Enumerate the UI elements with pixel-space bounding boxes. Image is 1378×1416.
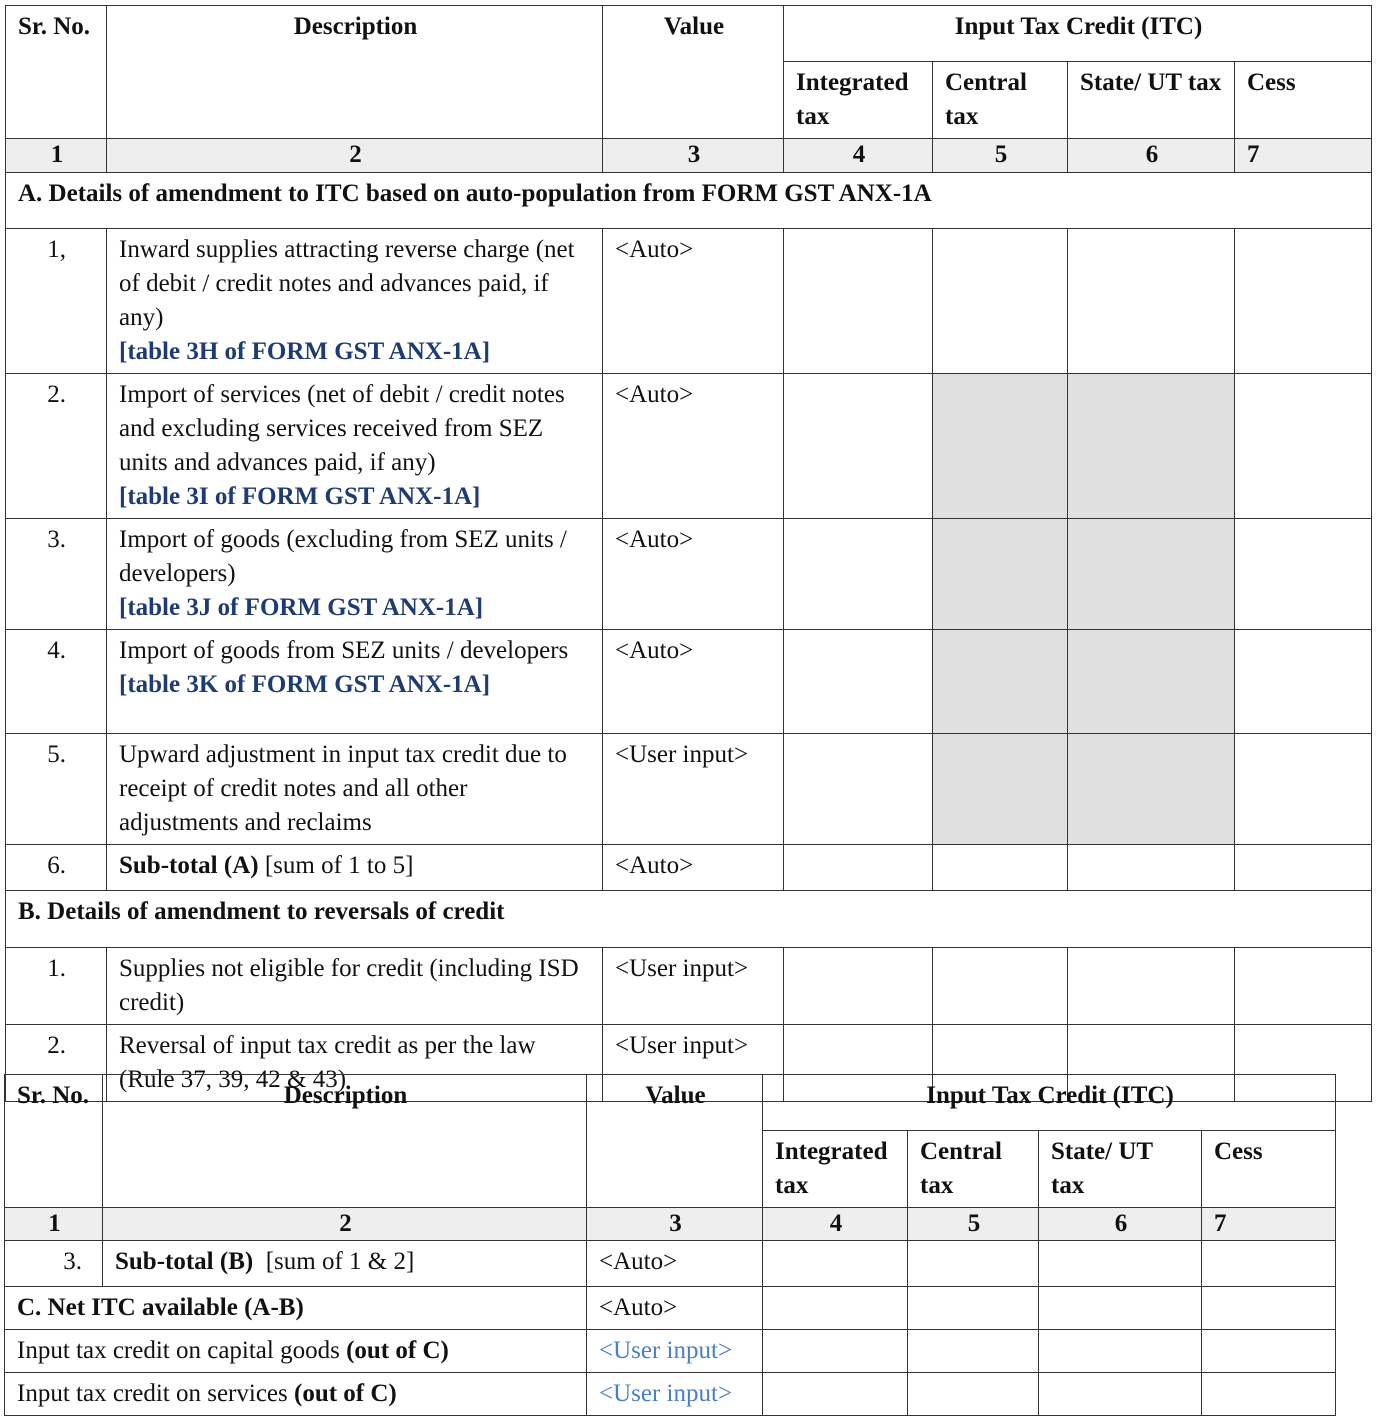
cess-cell <box>1235 845 1372 891</box>
header-cess: Cess <box>1202 1131 1336 1208</box>
row-description: Inward supplies attracting reverse charge (net of debit / credit notes and advances paid, if any) [table 3H of FORM GST ANX-1A] <box>107 229 603 374</box>
table-row <box>6 519 1372 630</box>
central-cell-disabled <box>933 734 1068 845</box>
row-sr: 5. <box>6 734 107 845</box>
header-sr-no: Sr. No. <box>5 1075 103 1208</box>
state-cell-disabled <box>1068 374 1235 519</box>
row-sr: 2. <box>6 1025 107 1102</box>
integrated-cell <box>784 734 933 845</box>
integrated-cell <box>763 1241 908 1287</box>
central-cell <box>933 229 1068 374</box>
integrated-cell <box>784 630 933 734</box>
state-cell-disabled <box>1068 519 1235 630</box>
central-cell <box>933 845 1068 891</box>
central-cell <box>908 1287 1039 1330</box>
header-value: Value <box>587 1075 763 1208</box>
row-sr: 3. <box>5 1241 103 1287</box>
cess-cell <box>1235 734 1372 845</box>
state-cell <box>1039 1241 1202 1287</box>
capital-goods-row <box>5 1330 1336 1373</box>
state-cell <box>1039 1330 1202 1373</box>
col-number: 1 <box>6 139 107 173</box>
header-state-ut-tax: State/ UT tax <box>1039 1131 1202 1208</box>
row-sr: 1. <box>6 948 107 1025</box>
central-cell <box>908 1330 1039 1373</box>
col-number: 4 <box>784 139 933 173</box>
table-row <box>6 374 1372 519</box>
table-reference: [table 3J of FORM GST ANX-1A] <box>119 594 484 621</box>
services-row <box>5 1373 1336 1416</box>
col-number: 6 <box>1039 1208 1202 1241</box>
header-description: Description <box>103 1075 587 1208</box>
table-row <box>6 229 1372 374</box>
row-sr: 6. <box>6 845 107 891</box>
col-number: 7 <box>1202 1208 1336 1241</box>
row-description: Sub-total (A) [sum of 1 to 5] <box>107 845 603 891</box>
col-number: 1 <box>5 1208 103 1241</box>
services-value: <User input> <box>587 1373 763 1416</box>
table-row <box>6 630 1372 734</box>
cess-cell <box>1235 630 1372 734</box>
net-itc-row <box>5 1287 1336 1330</box>
row-value: <User input> <box>603 948 784 1025</box>
row-sr: 2. <box>6 374 107 519</box>
row-description: Import of goods from SEZ units / developers [table 3K of FORM GST ANX-1A] <box>107 630 603 734</box>
cess-cell <box>1202 1330 1336 1373</box>
col-number: 3 <box>603 139 784 173</box>
subtotal-b-row <box>5 1241 1336 1287</box>
row-value: <Auto> <box>603 374 784 519</box>
section-a-title: A. Details of amendment to ITC based on auto-population from FORM GST ANX-1A <box>6 173 1372 229</box>
row-value: <Auto> <box>603 229 784 374</box>
integrated-cell <box>763 1287 908 1330</box>
table-reference: [table 3H of FORM GST ANX-1A] <box>119 338 491 365</box>
capital-goods-label: Input tax credit on capital goods (out of C) <box>5 1330 587 1373</box>
state-cell <box>1068 845 1235 891</box>
header-itc: Input Tax Credit (ITC) <box>784 6 1372 62</box>
integrated-cell <box>784 519 933 630</box>
state-cell <box>1039 1373 1202 1416</box>
central-cell-disabled <box>933 630 1068 734</box>
header-integrated-tax: Integrated tax <box>763 1131 908 1208</box>
col-number: 3 <box>587 1208 763 1241</box>
itc-table-part-1 <box>5 5 1372 1102</box>
integrated-cell <box>784 845 933 891</box>
subtotal-a-row <box>6 845 1372 891</box>
cess-cell <box>1235 948 1372 1025</box>
col-number: 5 <box>908 1208 1039 1241</box>
central-cell-disabled <box>933 374 1068 519</box>
central-cell <box>933 948 1068 1025</box>
row-value: <Auto> <box>603 630 784 734</box>
services-label: Input tax credit on services (out of C) <box>5 1373 587 1416</box>
row-value: <Auto> <box>587 1287 763 1330</box>
section-b-title: B. Details of amendment to reversals of credit <box>6 891 1372 948</box>
row-description: Import of services (net of debit / credit notes and excluding services received from SEZ units and advances paid, if any) [table 3I of FORM GST ANX-1A] <box>107 374 603 519</box>
table-reference: [table 3I of FORM GST ANX-1A] <box>119 483 481 510</box>
header-integrated-tax: Integrated tax <box>784 62 933 139</box>
cess-cell <box>1202 1287 1336 1330</box>
central-cell <box>908 1241 1039 1287</box>
table-reference: [table 3K of FORM GST ANX-1A] <box>119 671 491 698</box>
integrated-cell <box>784 374 933 519</box>
capital-goods-value: <User input> <box>587 1330 763 1373</box>
integrated-cell <box>784 948 933 1025</box>
cess-cell <box>1235 229 1372 374</box>
central-cell-disabled <box>933 519 1068 630</box>
row-sr: 3. <box>6 519 107 630</box>
integrated-cell <box>763 1373 908 1416</box>
header-state-ut-tax: State/ UT tax <box>1068 62 1235 139</box>
itc-table-part-2 <box>4 1074 1336 1416</box>
row-sr: 4. <box>6 630 107 734</box>
section-c-title: C. Net ITC available (A-B) <box>5 1287 587 1330</box>
state-cell <box>1068 948 1235 1025</box>
col-number: 2 <box>103 1208 587 1241</box>
row-value: <User input> <box>603 1025 784 1102</box>
header-cess: Cess <box>1235 62 1372 139</box>
col-number: 4 <box>763 1208 908 1241</box>
row-value: <Auto> <box>587 1241 763 1287</box>
cess-cell <box>1202 1241 1336 1287</box>
integrated-cell <box>763 1330 908 1373</box>
state-cell-disabled <box>1068 734 1235 845</box>
cess-cell <box>1202 1373 1336 1416</box>
table-row <box>6 734 1372 845</box>
header-description: Description <box>107 6 603 139</box>
row-description: Sub-total (B) [sum of 1 & 2] <box>103 1241 587 1287</box>
table-row <box>6 948 1372 1025</box>
state-cell <box>1068 229 1235 374</box>
col-number: 5 <box>933 139 1068 173</box>
row-value: <Auto> <box>603 519 784 630</box>
central-cell <box>908 1373 1039 1416</box>
col-number: 7 <box>1235 139 1372 173</box>
row-description: Upward adjustment in input tax credit due to receipt of credit notes and all other adjustments and reclaims <box>107 734 603 845</box>
col-number: 6 <box>1068 139 1235 173</box>
header-sr-no: Sr. No. <box>6 6 107 139</box>
row-description: Supplies not eligible for credit (including ISD credit) <box>107 948 603 1025</box>
cess-cell <box>1235 374 1372 519</box>
state-cell <box>1039 1287 1202 1330</box>
row-value: <Auto> <box>603 845 784 891</box>
cess-cell <box>1235 519 1372 630</box>
header-central-tax: Central tax <box>933 62 1068 139</box>
row-sr: 1, <box>6 229 107 374</box>
header-itc: Input Tax Credit (ITC) <box>763 1075 1336 1131</box>
header-value: Value <box>603 6 784 139</box>
row-description: Reversal of input tax credit as per the law (Rule 37, 39, 42 & 43) <box>107 1025 603 1102</box>
row-description: Import of goods (excluding from SEZ units / developers) [table 3J of FORM GST ANX-1A] <box>107 519 603 630</box>
row-value: <User input> <box>603 734 784 845</box>
col-number: 2 <box>107 139 603 173</box>
header-central-tax: Central tax <box>908 1131 1039 1208</box>
state-cell-disabled <box>1068 630 1235 734</box>
integrated-cell <box>784 229 933 374</box>
